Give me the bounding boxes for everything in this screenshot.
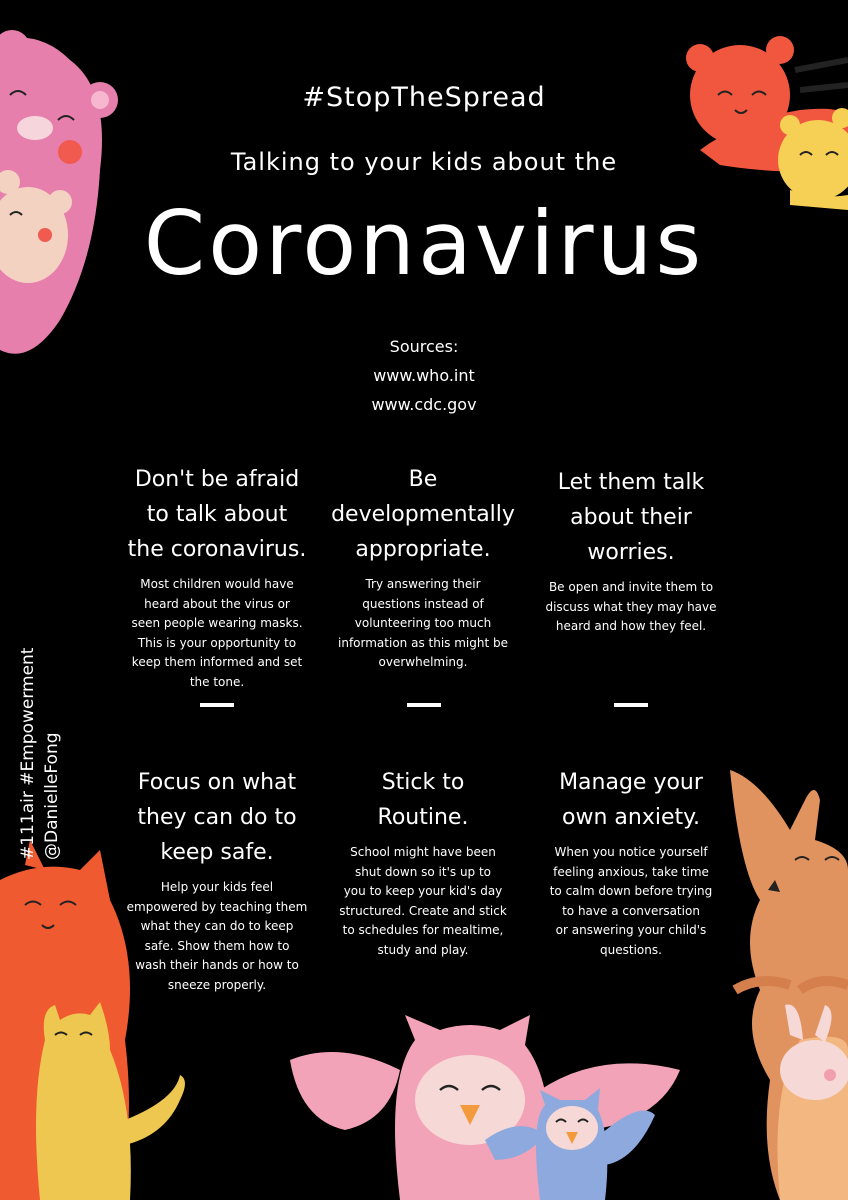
- source-link-cdc: www.cdc.gov: [371, 395, 477, 414]
- tip-card: [323, 462, 523, 673]
- tip-heading: Don't be afraid to talk about the coronavirus.: [127, 467, 307, 562]
- tip-card: [531, 465, 731, 637]
- tip-card: [117, 765, 317, 995]
- tip-card: [323, 765, 523, 960]
- tip-heading: Manage your own anxiety.: [559, 770, 703, 830]
- hashtag-title: #StopTheSpread: [302, 82, 546, 113]
- tip-heading: Focus on what they can do to keep safe.: [137, 770, 297, 865]
- tiger-illustration: [686, 36, 848, 210]
- page-title: Coronavirus: [143, 192, 705, 295]
- side-handle-line: @DanielleFong: [42, 732, 62, 860]
- owl-illustration: [290, 1015, 680, 1200]
- sources-label: Sources:: [389, 337, 459, 356]
- tip-body: When you notice yourself feeling anxious, take time to calm down before trying to have a conversation or answering your child's questions.: [549, 845, 713, 957]
- tip-card: [531, 765, 731, 960]
- kangaroo-illustration: [730, 770, 848, 1200]
- divider-dash: [407, 703, 441, 707]
- tip-body: School might have been shut down so it's up to you to keep your kid's day structured. Create and stick to schedules for mealtime, study and play.: [339, 845, 507, 957]
- tip-body: Most children would have heard about the virus or seen people wearing masks. This is your opportunity to keep them informed and set the tone.: [131, 577, 303, 689]
- tip-body: Help your kids feel empowered by teaching them what they can do to keep safe. Show them how to wash their hands or how to sneeze properly.: [126, 880, 308, 992]
- tip-body: Try answering their questions instead of volunteering too much information as this might be overwhelming.: [338, 577, 508, 669]
- source-link-who: www.who.int: [373, 366, 475, 385]
- side-hashtags: [16, 648, 64, 860]
- sources-block: [0, 332, 848, 419]
- subtitle: Talking to your kids about the: [230, 148, 618, 176]
- tip-heading: Stick to Routine.: [377, 770, 469, 830]
- divider-dash: [614, 703, 648, 707]
- divider-dash: [200, 703, 234, 707]
- tip-card: [117, 462, 317, 692]
- side-hashtags-line: #111air #Empowerment: [18, 647, 38, 860]
- tip-heading: Be developmentally appropriate.: [331, 467, 515, 562]
- tip-heading: Let them talk about their worries.: [557, 470, 705, 565]
- tip-body: Be open and invite them to discuss what they may have heard and how they feel.: [545, 580, 717, 633]
